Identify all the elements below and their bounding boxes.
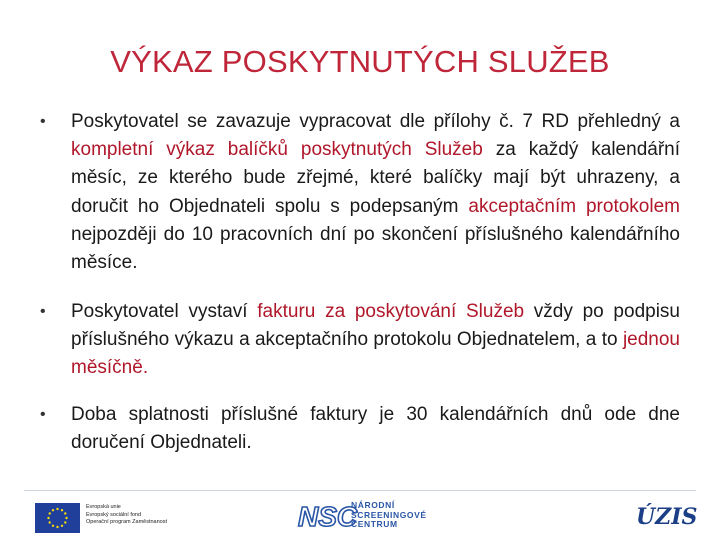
highlighted-text: akceptačním protokolem <box>468 195 680 217</box>
text-segment: za každý kalendářní měsíc, ze kterého bude zřejmé, které balíčky mají být uhrazeny, a doručit ho Objednateli spolu s podepsaným <box>71 139 680 217</box>
highlighted-text: fakturu za poskytování Služeb <box>257 301 525 322</box>
text-segment: Poskytovatel vystaví <box>71 301 258 322</box>
bullet-item <box>40 401 680 457</box>
nsc-line: SCREENINGOVÉ <box>351 509 427 520</box>
bullet-marker: • <box>40 303 46 320</box>
uzis-logo: ÚZIS <box>636 504 698 530</box>
text-segment: vždy po podpisu příslušného výkazu a akceptačního protokolu Objednatelem, a to <box>71 301 680 351</box>
bullet-text <box>71 401 680 457</box>
text-segment: Poskytovatel se zavazuje vypracovat dle přílohy č. 7 RD přehledný a <box>71 111 680 132</box>
bullet-marker: • <box>40 113 46 130</box>
text-segment: . <box>142 357 149 379</box>
nsc-line: NÁRODNÍ <box>351 500 395 510</box>
highlighted-text: kompletní výkaz balíčků poskytnutých Služeb <box>71 139 483 161</box>
bullet-marker: • <box>40 406 46 423</box>
bullet-item <box>40 298 680 383</box>
nsc-mark: NSC <box>298 501 358 532</box>
page-title: VÝKAZ POSKYTNUTÝCH SLUŽEB <box>110 44 610 79</box>
eu-logo-text <box>86 504 167 527</box>
footer-divider <box>24 490 696 491</box>
eu-flag-icon <box>35 503 80 533</box>
nsc-logo-icon <box>298 501 358 532</box>
highlighted-text: jednou měsíčně <box>71 329 680 379</box>
eu-line: Evropský sociální fond <box>86 511 142 518</box>
eu-line: Operační program Zaměstnanost <box>86 519 168 526</box>
nsc-logo-text <box>351 501 427 530</box>
bullet-item <box>40 108 680 277</box>
eu-line: Evropská unie <box>86 504 121 510</box>
text-segment: nejpozději do 10 pracovních dní po skončení příslušného kalendářního měsíce. <box>71 223 680 274</box>
text-segment: Doba splatnosti příslušné faktury je 30 kalendářních dnů ode dne doručení Objednateli. <box>71 404 680 454</box>
nsc-line: CENTRUM <box>351 519 398 530</box>
bullet-text <box>71 298 680 383</box>
bullet-text <box>71 108 680 277</box>
